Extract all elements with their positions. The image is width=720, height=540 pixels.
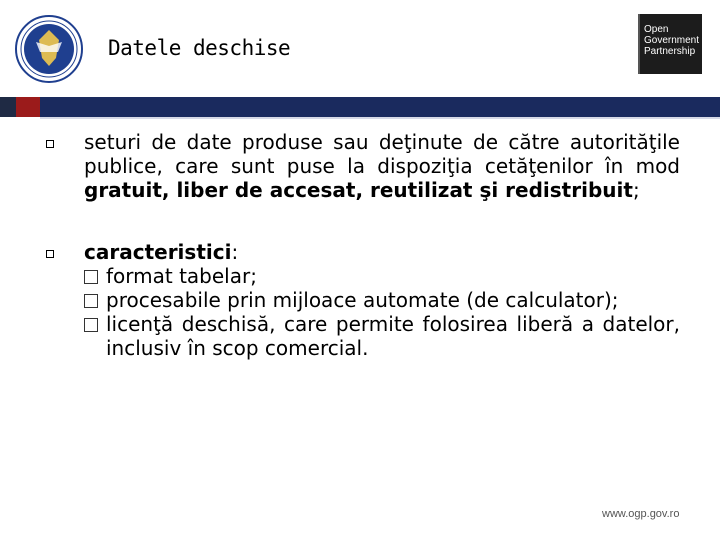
header-band bbox=[0, 97, 720, 117]
ogp-logo-line: Open bbox=[644, 24, 669, 35]
ogp-logo-line: Government bbox=[644, 35, 700, 46]
checkbox-square-icon bbox=[84, 294, 98, 308]
heading-bold: caracteristici bbox=[84, 240, 232, 264]
text-segment: seturi de date produse sau deţinute de către autorităţile publice, care sunt puse la dispoziţia cetăţenilor în mod bbox=[84, 130, 680, 178]
page-title: Datele deschise bbox=[108, 36, 291, 60]
bullet-text bbox=[84, 130, 680, 202]
ogp-logo-line: Partnership bbox=[644, 46, 696, 57]
sub-item bbox=[84, 288, 680, 312]
sub-item-text: procesabile prin mijloace automate (de calculator); bbox=[106, 288, 619, 312]
bullet-item bbox=[40, 130, 680, 202]
text-segment: ; bbox=[632, 178, 640, 202]
ogp-logo bbox=[638, 14, 702, 74]
heading-rest: : bbox=[231, 240, 239, 264]
sub-item bbox=[84, 264, 680, 288]
bold-text-segment: gratuit, liber de accesat, reutilizat şi redistribuit bbox=[84, 178, 633, 202]
checkbox-square-icon bbox=[84, 270, 98, 284]
slide-content bbox=[40, 130, 680, 360]
checkbox-square-icon bbox=[84, 318, 98, 332]
romanian-government-seal-icon bbox=[14, 14, 84, 84]
sub-item bbox=[84, 312, 680, 360]
sub-item-text: licenţă deschisă, care permite folosirea liberă a datelor, inclusiv în scop comercial. bbox=[106, 312, 680, 360]
sub-item-text: format tabelar; bbox=[106, 264, 257, 288]
bullet-square-icon bbox=[46, 250, 54, 258]
bullet-heading bbox=[84, 240, 680, 264]
bullet-item bbox=[40, 240, 680, 360]
bullet-square-icon bbox=[46, 140, 54, 148]
footer-url: www.ogp.gov.ro bbox=[602, 508, 680, 520]
